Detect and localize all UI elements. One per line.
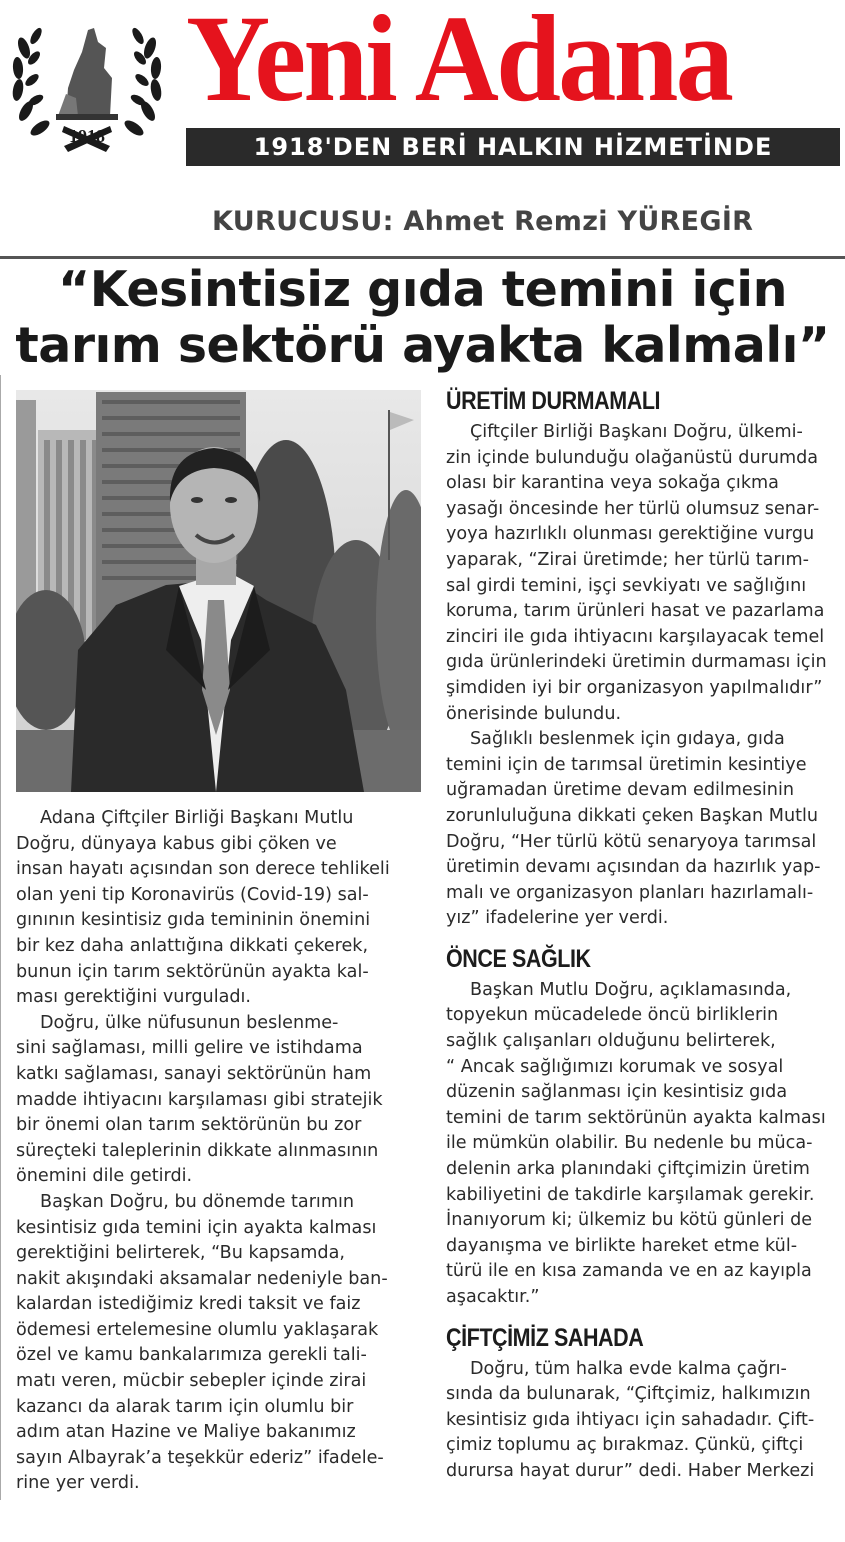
- text-line: kalardan istediğimiz kredi taksit ve faiz: [16, 1294, 361, 1315]
- right-paragraph: [446, 1357, 845, 1485]
- founder-line: KURUCUSU: Ahmet Remzi YÜREGİR: [212, 206, 754, 237]
- text-line: ile mümkün olabilir. Bu nedenle bu müca-: [446, 1133, 813, 1154]
- text-line: İnanıyorum ki; ülkemiz bu kötü günleri de: [446, 1210, 813, 1231]
- text-line: aşacaktır.”: [446, 1287, 540, 1307]
- text-line: Sağlıklı beslenmek için gıdaya, gıda: [470, 729, 785, 750]
- text-line: rine yer verdi.: [16, 1473, 140, 1494]
- text-line: Doğru, ülke nüfusunun beslenme-: [40, 1012, 339, 1033]
- text-line: çimiz toplumu aç bırakmaz. Çünkü, çiftçi: [446, 1435, 804, 1456]
- text-line: yaparak, “Zirai üretimde; her türlü tarım-: [446, 549, 810, 570]
- masthead-tagline: 1918'DEN BERİ HALKIN HİZMETİNDE: [186, 128, 840, 166]
- text-line: zinciri ile gıda ihtiyacını karşılayacak temel: [446, 626, 825, 647]
- text-line: Adana Çiftçiler Birliği Başkanı Mutlu: [40, 808, 354, 828]
- text-line: ödemesi ertelemesine olumlu yaklaşarak: [16, 1319, 379, 1340]
- section-gap: [446, 1311, 845, 1323]
- text-line: topyekun mücadelede öncü birliklerin: [446, 1005, 779, 1026]
- text-line: düzenin sağlanması için kesintisiz gıda: [446, 1082, 788, 1103]
- text-line: yoya hazırlıklı olunması gerektiğine vurgu: [446, 524, 815, 545]
- text-line: insan hayatı açısından son derece tehlikeli: [16, 859, 390, 880]
- text-line: temini de tarım sektörünün ayakta kalması: [446, 1107, 826, 1128]
- text-line: sini sağlaması, milli gelire ve istihdama: [16, 1038, 363, 1059]
- headline-line-1: “Kesintisiz gıda temini için: [58, 261, 787, 318]
- text-line: sında da bulunarak, “Çiftçimiz, halkımızın: [446, 1384, 811, 1405]
- text-line: gerektiğini belirterek, “Bu kapsamda,: [16, 1243, 345, 1264]
- text-line: Başkan Doğru, bu dönemde tarımın: [40, 1191, 354, 1212]
- section-gap: [446, 932, 845, 944]
- text-line: Çiftçiler Birliği Başkanı Doğru, ülkemi-: [470, 422, 803, 442]
- text-line: nakit akışındaki aksamalar nedeniyle ban-: [16, 1268, 388, 1289]
- right-paragraph: [446, 727, 845, 932]
- text-line: koruma, tarım ürünleri hasat ve pazarlama: [446, 601, 825, 622]
- subheading: ÖNCE SAĞLIK: [446, 944, 591, 973]
- text-line: uğramadan üretime devam edilmesinin: [446, 780, 795, 801]
- text-line: kazancı da alarak tarım için olumlu bir: [16, 1396, 354, 1417]
- wreath-emblem-icon: [6, 8, 168, 156]
- text-line: durursa hayat durur” dedi. Haber Merkezi: [446, 1460, 815, 1481]
- masthead-divider: [0, 256, 845, 259]
- text-line: delenin arka planındaki çiftçimizin üretim: [446, 1159, 810, 1180]
- text-line: olası bir karantina veya sokağa çıkma: [446, 473, 779, 494]
- text-line: yasağı öncesinde her türlü olumsuz senar-: [446, 498, 820, 519]
- text-line: kabiliyetini de takdirle karşılamak gerekir.: [446, 1184, 815, 1205]
- article-headline: [0, 262, 845, 374]
- text-line: önerisinde bulundu.: [446, 703, 622, 724]
- text-line: şimdiden iyi bir organizasyon yapılmalıdır”: [446, 677, 823, 698]
- text-line: Doğru, tüm halka evde kalma çağrı-: [470, 1358, 787, 1379]
- text-line: olan yeni tip Koronavirüs (Covid-19) sal-: [16, 884, 369, 905]
- newspaper-logo: Yeni Adana: [186, 0, 732, 127]
- subheading: ÇİFTÇİMİZ SAHADA: [446, 1323, 644, 1352]
- text-line: dayanışma ve birlikte hareket etme kül-: [446, 1235, 798, 1256]
- text-line: gınının kesintisiz gıda temininin önemini: [16, 910, 371, 931]
- text-line: kesintisiz gıda temini için ayakta kalması: [16, 1217, 377, 1238]
- text-line: “ Ancak sağlığımızı korumak ve sosyal: [446, 1056, 784, 1077]
- text-line: zorunluluğuna dikkati çeken Başkan Mutlu: [446, 805, 819, 826]
- text-line: adım atan Hazine ve Maliye bakanımız: [16, 1422, 356, 1443]
- text-line: ması gerektiğini vurguladı.: [16, 987, 252, 1008]
- text-line: gıda ürünlerindeki üretimin durmaması için: [446, 652, 827, 673]
- text-line: temini için de tarımsal üretimin kesintiye: [446, 754, 807, 775]
- text-line: üretimin devamı açısından da hazırlık yap-: [446, 857, 821, 878]
- text-line: malı ve organizasyon planları hazırlamalı-: [446, 882, 814, 903]
- text-line: sağlık çalışanları olduğunu belirterek,: [446, 1031, 776, 1052]
- text-line: sal girdi temini, işçi sevkiyatı ve sağlığını: [446, 575, 807, 596]
- page-edge-rule: [0, 375, 1, 1500]
- portrait-photo: [16, 390, 421, 792]
- headline-line-2: tarım sektörü ayakta kalmalı”: [15, 317, 830, 374]
- text-line: bir önemi olan tarım sektörünün bu zor: [16, 1115, 362, 1136]
- text-line: Başkan Mutlu Doğru, açıklamasında,: [470, 979, 792, 1000]
- left-paragraph: [16, 806, 418, 1011]
- left-paragraph: [16, 1011, 418, 1190]
- text-line: bunun için tarım sektörünün ayakta kal-: [16, 961, 369, 982]
- text-line: Doğru, dünyaya kabus gibi çöken ve: [16, 833, 337, 854]
- left-column: [16, 806, 418, 1497]
- right-column: [446, 386, 845, 1485]
- left-paragraph: [16, 1190, 418, 1497]
- text-line: süreçteki taleplerinin dikkate alınmasının: [16, 1140, 379, 1161]
- masthead: [0, 0, 845, 258]
- text-line: önemini dile getirdi.: [16, 1166, 193, 1187]
- text-line: Doğru, “Her türlü kötü senaryoya tarımsal: [446, 831, 817, 852]
- text-line: kesintisiz gıda ihtiyacı için sahadadır. Çift-: [446, 1409, 815, 1430]
- text-line: madde ihtiyacını karşılaması gibi stratejik: [16, 1089, 383, 1110]
- text-line: bir kez daha anlattığına dikkati çekerek,: [16, 935, 369, 956]
- svg-text:1918: 1918: [69, 126, 105, 146]
- right-paragraph: [446, 420, 845, 727]
- text-line: matı veren, mücbir sebepler içinde zirai: [16, 1371, 367, 1392]
- text-line: katkı sağlaması, sanayi sektörünün ham: [16, 1063, 372, 1084]
- right-paragraph: [446, 978, 845, 1311]
- subheading: ÜRETİM DURMAMALI: [446, 387, 661, 415]
- text-line: özel ve kamu bankalarımıza gerekli tali-: [16, 1345, 367, 1366]
- text-line: türü ile en kısa zamanda ve en az kayıpla: [446, 1261, 812, 1282]
- text-line: yız” ifadelerine yer verdi.: [446, 908, 669, 929]
- text-line: sayın Albayrak’a teşekkür ederiz” ifadele-: [16, 1447, 384, 1468]
- text-line: zin içinde bulunduğu olağanüstü durumda: [446, 447, 819, 468]
